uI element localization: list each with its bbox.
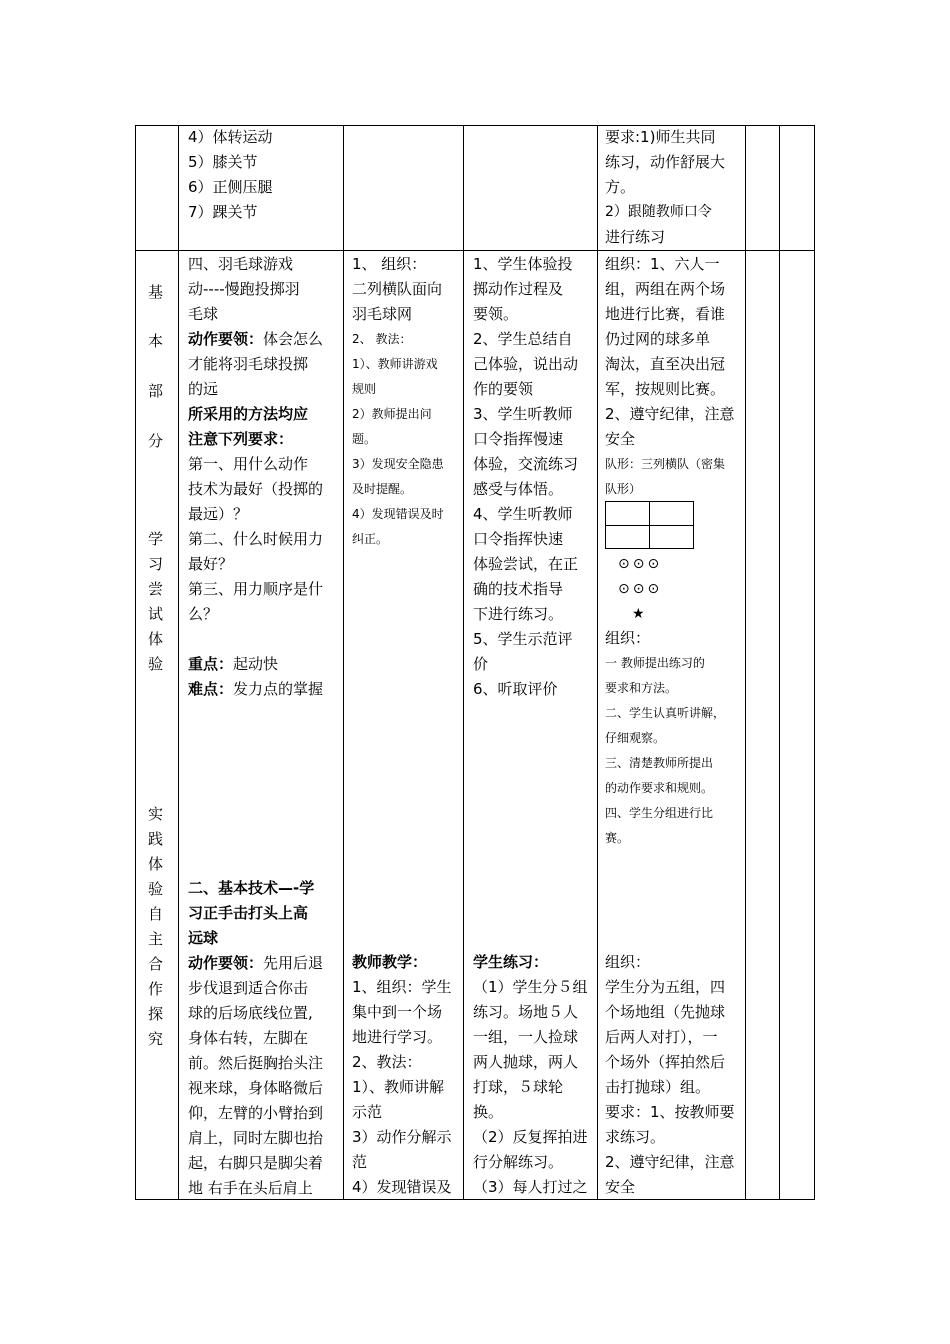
diff-text: 发力点的掌握 (233, 680, 324, 698)
teacher-method-line: 及时提醒。 (352, 482, 413, 496)
org3-line: 个场地组（先抛球 (605, 1003, 726, 1021)
org2-line: 三、清楚教师所提出 (605, 756, 714, 770)
organization-cell (605, 252, 735, 502)
org2-label: 组织： (605, 629, 651, 647)
teacher-star-icon: ★ (632, 606, 648, 622)
teacher-method-line: 题。 (352, 432, 377, 446)
org3-label: 组织： (605, 953, 651, 971)
organization-detail-cell (605, 626, 725, 851)
student-practice-line: 换。 (473, 1103, 504, 1121)
student-line: 价 (473, 655, 489, 673)
student-practice-label: 学生练习： (473, 953, 549, 971)
column-divider (463, 125, 464, 1200)
teacher-teaching-line: 范 (352, 1153, 368, 1171)
column-divider (178, 125, 179, 1200)
column-divider (597, 125, 598, 1200)
section-label-char: 体 (148, 630, 164, 648)
student-line: 确的技术指导 (473, 580, 564, 598)
org3-line: 击打抛球）组。 (605, 1078, 711, 1096)
student-line: 6、听取评价 (473, 680, 558, 698)
teacher-activity-cell (352, 252, 444, 552)
section-label-char: 尝 (148, 580, 164, 598)
warmup-item: 7）踝关节 (188, 203, 258, 221)
org2-line: 二、学生认真听讲解， (605, 706, 726, 720)
question-line: 最远）？ (188, 505, 249, 523)
question-line: 么？ (188, 605, 219, 623)
org-line: 仍过网的球多单 (605, 330, 711, 348)
org3-line: 要求：1、按教师要 (605, 1103, 735, 1121)
teacher-teaching-cell (352, 950, 452, 1200)
teacher-method-line: 1）、教师讲游戏 (352, 357, 438, 371)
essentials-label: 动作要领： (188, 330, 264, 348)
question-line: 最好？ (188, 555, 234, 573)
tech-essentials-line: 起，右脚只是脚尖着 (188, 1154, 324, 1172)
org3-line: 个场外（挥拍然后 (605, 1053, 726, 1071)
teacher-teaching-line: 2、教法： (352, 1053, 422, 1071)
student-activity-cell (473, 252, 578, 702)
formation-label: 队形） (605, 482, 642, 496)
question-line: 第一、用什么动作 (188, 455, 309, 473)
student-line: 3、学生听教师 (473, 405, 573, 423)
column-divider (745, 125, 746, 1200)
warmup-content-cell (188, 125, 273, 225)
student-line: 1、学生体验投 (473, 255, 573, 273)
tech-essentials-line: 视来球，身体略微后 (188, 1079, 324, 1097)
student-line: 体验，交流练习 (473, 455, 579, 473)
section-label-char: 验 (148, 655, 164, 673)
tech-essentials-line: 地 右手在头后肩上 (188, 1179, 313, 1197)
org2-line: 一 教师提出练习的 (605, 656, 705, 670)
teacher-org-line: 羽毛球网 (352, 305, 413, 323)
key-label: 重点： (188, 655, 234, 673)
tech-essentials-label: 动作要领： (188, 954, 264, 972)
field-square (605, 525, 650, 549)
student-line: 口令指挥快速 (473, 530, 564, 548)
student-line: 作的要领 (473, 380, 534, 398)
student-formation-row: ⊙⊙⊙ (618, 581, 663, 597)
student-line: 己体验，说出动 (473, 355, 579, 373)
section-label-char: 习 (148, 555, 164, 573)
student-practice-line: （3）每人打过之 (473, 1178, 588, 1196)
tech-essentials-line: 前。然后挺胸抬头注 (188, 1054, 324, 1072)
row-divider (135, 250, 815, 251)
warmup-item: 4）体转运动 (188, 128, 273, 146)
column-divider (343, 125, 344, 1200)
org-line: 淘汰，直至决出冠 (605, 355, 726, 373)
warmup-item: 5）膝关节 (188, 153, 258, 171)
tech-essentials-line: 球的后场底线位置, (188, 1004, 313, 1022)
teacher-teaching-label: 教师教学： (352, 953, 428, 971)
question-line: 第二、什么时候用力 (188, 530, 324, 548)
org2-line: 四、学生分组进行比 (605, 806, 714, 820)
section-label-char: 主 (148, 930, 164, 948)
blank-line (188, 627, 323, 652)
field-square (605, 501, 650, 526)
student-line: 感受与体悟。 (473, 480, 564, 498)
student-line: 4、学生听教师 (473, 505, 573, 523)
teacher-teaching-line: 地进行学习。 (352, 1028, 443, 1046)
tech-essentials-line: 身体右转，左脚在 (188, 1029, 309, 1047)
tech-essentials-text: 先用后退 (263, 954, 324, 972)
teacher-method-label: 2、 教法： (352, 332, 412, 346)
game-title: 动----慢跑投掷羽 (188, 280, 300, 298)
method-heading: 所采用的方法均应 (188, 405, 309, 423)
technique-content-cell (188, 876, 323, 1201)
section-label-char: 验 (148, 880, 164, 898)
org3-line: 求练习。 (605, 1128, 666, 1146)
org-line: 组织：1、六人一 (605, 255, 720, 273)
section-label-char: 究 (148, 1030, 164, 1048)
section-label-char: 实 (148, 805, 164, 823)
teacher-teaching-line: 3）动作分解示 (352, 1128, 452, 1146)
field-square (649, 501, 694, 526)
org3-line: 后两人对打），一 (605, 1028, 718, 1046)
formation-field-diagram (605, 501, 694, 549)
section-label-char: 部 (148, 382, 164, 400)
student-practice-line: 打球，５球轮 (473, 1078, 564, 1096)
question-line: 第三、用力顺序是什 (188, 580, 324, 598)
teacher-teaching-line: 集中到一个场 (352, 1003, 443, 1021)
teacher-teaching-line: 示范 (352, 1103, 383, 1121)
column-divider (814, 125, 815, 1200)
essentials-line: 的远 (188, 380, 219, 398)
section-label-char: 合 (148, 955, 164, 973)
org2-line: 赛。 (605, 831, 630, 845)
column-divider (135, 125, 136, 1200)
section-label-char: 作 (148, 980, 164, 998)
org-line: 方。 (605, 178, 636, 196)
org-line: 地进行比赛，看谁 (605, 305, 726, 323)
tech-essentials-line: 仰，左臂的小臂抬到 (188, 1104, 324, 1122)
game-title: 毛球 (188, 305, 219, 323)
section-label-char: 自 (148, 905, 164, 923)
student-line: 要领。 (473, 305, 519, 323)
org2-line: 要求和方法。 (605, 681, 678, 695)
org3-line: 安全 (605, 1178, 636, 1196)
section-label-char: 分 (148, 432, 164, 450)
organization-practice-cell (605, 950, 735, 1200)
teacher-method-line: 3）发现安全隐患 (352, 457, 444, 471)
tech-essentials-line: 步伐退到适合你击 (188, 979, 309, 997)
student-line: 体验尝试，在正 (473, 555, 579, 573)
warmup-organization-cell (605, 125, 725, 250)
diff-label: 难点： (188, 680, 234, 698)
student-line: 下进行练习。 (473, 605, 564, 623)
student-practice-line: 行分解练习。 (473, 1153, 564, 1171)
teacher-method-line: 纠正。 (352, 532, 389, 546)
org2-line: 的动作要求和规则。 (605, 781, 714, 795)
game-title: 四、羽毛球游戏 (188, 255, 294, 273)
student-practice-line: （2）反复挥拍进 (473, 1128, 588, 1146)
teacher-org-line: 1、 组织： (352, 255, 427, 273)
game-content-cell (188, 252, 323, 702)
student-practice-line: 一组，一人捡球 (473, 1028, 579, 1046)
org-line: 安全 (605, 430, 636, 448)
teacher-teaching-line: 1、组织：学生 (352, 978, 452, 996)
technique-title: 远球 (188, 929, 219, 947)
question-line: 技术为最好（投掷的 (188, 480, 324, 498)
student-line: 口令指挥慢速 (473, 430, 564, 448)
key-text: 起动快 (233, 655, 279, 673)
tech-essentials-line (188, 951, 323, 976)
teacher-teaching-line: 4）发现错误及 (352, 1178, 452, 1196)
technique-title: 二、基本技术—-学 (188, 879, 315, 897)
warmup-item: 6）正侧压腿 (188, 178, 273, 196)
org-line: 要求:1)师生共同 (605, 128, 716, 146)
org-line: 军，按规则比赛。 (605, 380, 726, 398)
tech-essentials-line: 肩上，同时左脚也抬 (188, 1129, 324, 1147)
section-label-char: 探 (148, 1005, 164, 1023)
student-practice-line: 两人抛球，两人 (473, 1053, 579, 1071)
org-line: 2）跟随教师口令 (605, 204, 712, 220)
org-line: 练习，动作舒展大 (605, 153, 726, 171)
teacher-method-line: 规则 (352, 382, 377, 396)
method-heading: 注意下列要求： (188, 430, 294, 448)
teacher-method-line: 4）发现错误及时 (352, 507, 444, 521)
teacher-method-line: 2）教师提出问 (352, 407, 432, 421)
formation-label: 队形：三列横队（密集 (605, 457, 726, 471)
field-square (649, 525, 694, 549)
student-formation-row: ⊙⊙⊙ (618, 556, 663, 572)
student-practice-cell (473, 950, 588, 1200)
section-label-char: 本 (148, 332, 164, 350)
column-divider (779, 125, 780, 1200)
section-label-char: 践 (148, 830, 164, 848)
org3-line: 学生分为五组，四 (605, 978, 726, 996)
org-line: 2、遵守纪律，注意 (605, 405, 735, 423)
technique-title: 习正手击打头上高 (188, 904, 309, 922)
teacher-org-line: 二列横队面向 (352, 280, 443, 298)
student-practice-line: 练习。场地５人 (473, 1003, 579, 1021)
teacher-teaching-line: 1）、教师讲解 (352, 1078, 445, 1096)
key-point (188, 652, 323, 677)
student-line: 2、学生总结自 (473, 330, 573, 348)
org2-line: 仔细观察。 (605, 731, 666, 745)
difficulty-point (188, 677, 323, 702)
section-label-char: 试 (148, 605, 164, 623)
essentials-line (188, 327, 323, 352)
student-line: 5、学生示范评 (473, 630, 573, 648)
student-line: 掷动作过程及 (473, 280, 564, 298)
org-line: 进行练习 (605, 228, 666, 246)
section-label-char: 体 (148, 855, 164, 873)
section-label-char: 学 (148, 530, 164, 548)
essentials-text: 体会怎么 (263, 330, 324, 348)
essentials-line: 才能将羽毛球投掷 (188, 355, 309, 373)
org3-line: 2、遵守纪律，注意 (605, 1153, 735, 1171)
section-label-char: 基 (148, 283, 164, 301)
student-practice-line: （1）学生分５组 (473, 978, 588, 996)
org-line: 组，两组在两个场 (605, 280, 726, 298)
